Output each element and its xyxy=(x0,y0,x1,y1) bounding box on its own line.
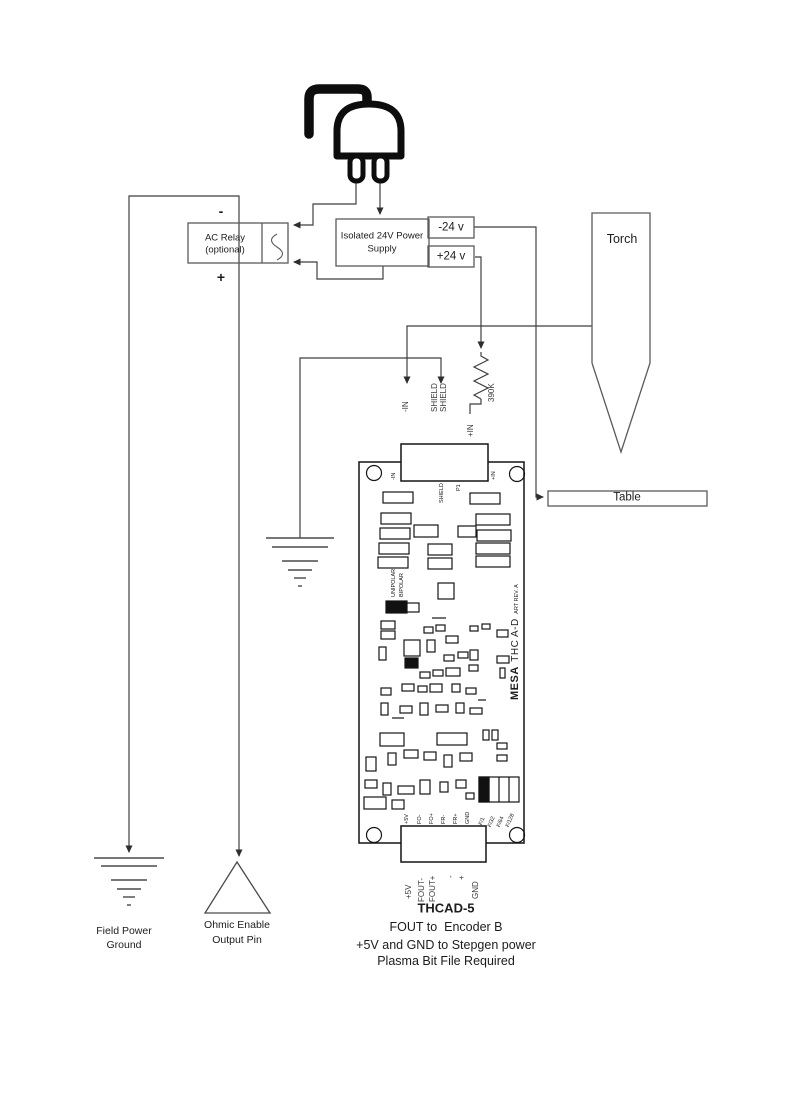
sine-wave-icon xyxy=(272,234,283,260)
silk-pin-fo+: FO+ xyxy=(429,813,435,824)
bottom-connector xyxy=(401,826,486,862)
neg24-label: -24 v xyxy=(438,221,464,234)
pinout-minus: - xyxy=(446,875,455,878)
silk-p1: P1 xyxy=(456,484,462,491)
pinout-5v: +5V xyxy=(404,884,413,899)
mounting-hole xyxy=(367,828,382,843)
torch-shape xyxy=(592,213,650,452)
ohmic-triangle-symbol xyxy=(205,862,270,913)
supply-subtitle: Supply xyxy=(367,243,397,255)
relay-subtitle: (optional) xyxy=(205,244,245,256)
relay-minus-sign: - xyxy=(218,202,224,219)
caption-line-2: +5V and GND to Stepgen power xyxy=(356,937,536,952)
pcb-components xyxy=(364,492,511,809)
pinout-plus: + xyxy=(457,875,466,880)
mounting-hole xyxy=(510,828,525,843)
wire-supply-to-relay xyxy=(294,262,383,279)
mounting-hole xyxy=(367,466,382,481)
silk-bipolar: BIPOLAR xyxy=(399,573,405,597)
caption-line-1: FOUT to Encoder B xyxy=(389,919,503,934)
relay-title: AC Relay xyxy=(204,232,246,244)
silk-freq-f64: F/64 xyxy=(496,815,506,829)
power-supply-box xyxy=(336,219,429,266)
table-label: Table xyxy=(613,491,641,504)
silk-neg-in: -IN xyxy=(391,472,397,480)
silk-pin-fr-: FR- xyxy=(441,814,447,824)
mesa-logo: MESA xyxy=(509,666,521,700)
thcad-board xyxy=(359,444,525,862)
supply-title: Isolated 24V Power xyxy=(340,230,424,242)
silk-freq-f32: F/32 xyxy=(487,815,497,829)
caption-title: THCAD-5 xyxy=(417,900,475,916)
silk-shield: SHIELD xyxy=(439,483,445,503)
ohmic-label-2: Output Pin xyxy=(212,933,262,946)
neg-in-label: -IN xyxy=(401,401,410,412)
torch-label: Torch xyxy=(606,231,638,246)
caption-line-3: Plasma Bit File Required xyxy=(377,953,515,968)
shield-ground-symbol xyxy=(266,538,334,586)
mounting-hole xyxy=(510,467,525,482)
silk-pin-fo-: FO- xyxy=(417,814,423,824)
power-plug-icon xyxy=(309,89,401,181)
wires xyxy=(129,181,592,856)
wire-relay-to-field-ground xyxy=(129,196,239,852)
pos24-label: +24 v xyxy=(436,250,466,263)
resistor-symbol xyxy=(474,352,488,399)
pinout-gnd: GND xyxy=(471,881,480,899)
frequency-jumper xyxy=(479,777,519,802)
silk-pin-fr+: FR+ xyxy=(453,813,459,824)
resistor-value-label: 390K xyxy=(487,383,496,402)
wire-pos24-to-resistor xyxy=(475,257,481,348)
silk-pin-5v: +5V xyxy=(404,814,410,824)
pinout-fout-: FOUT- xyxy=(417,878,426,902)
field-ground-symbol xyxy=(94,858,164,905)
unipolar-jumper xyxy=(386,601,407,613)
silk-unipolar: UNIPOLAR xyxy=(391,568,397,597)
board-model-text: THC A-D xyxy=(510,618,521,662)
silk-pin-gnd: GND xyxy=(465,811,471,824)
relay-plus-sign: + xyxy=(216,268,226,285)
wire-torch-to-negin xyxy=(407,326,592,383)
silk-freq-f1: F/1 xyxy=(478,816,487,827)
board-rev-text: ART REV. A xyxy=(514,584,520,614)
shield-label: SHIELD xyxy=(439,383,448,412)
pinout-fout+: FOUT+ xyxy=(428,875,437,902)
board-side-text xyxy=(505,584,523,700)
top-connector xyxy=(401,444,488,481)
shield-label: SHIELD xyxy=(430,383,439,412)
field-ground-label-2: Ground xyxy=(106,938,142,951)
silk-freq-f128: F/128 xyxy=(505,812,516,829)
pos-in-label: +IN xyxy=(466,424,475,437)
ohmic-label-1: Ohmic Enable xyxy=(204,918,270,931)
field-ground-label-1: Field Power xyxy=(96,924,152,937)
silk-pos-in: +IN xyxy=(491,471,497,480)
